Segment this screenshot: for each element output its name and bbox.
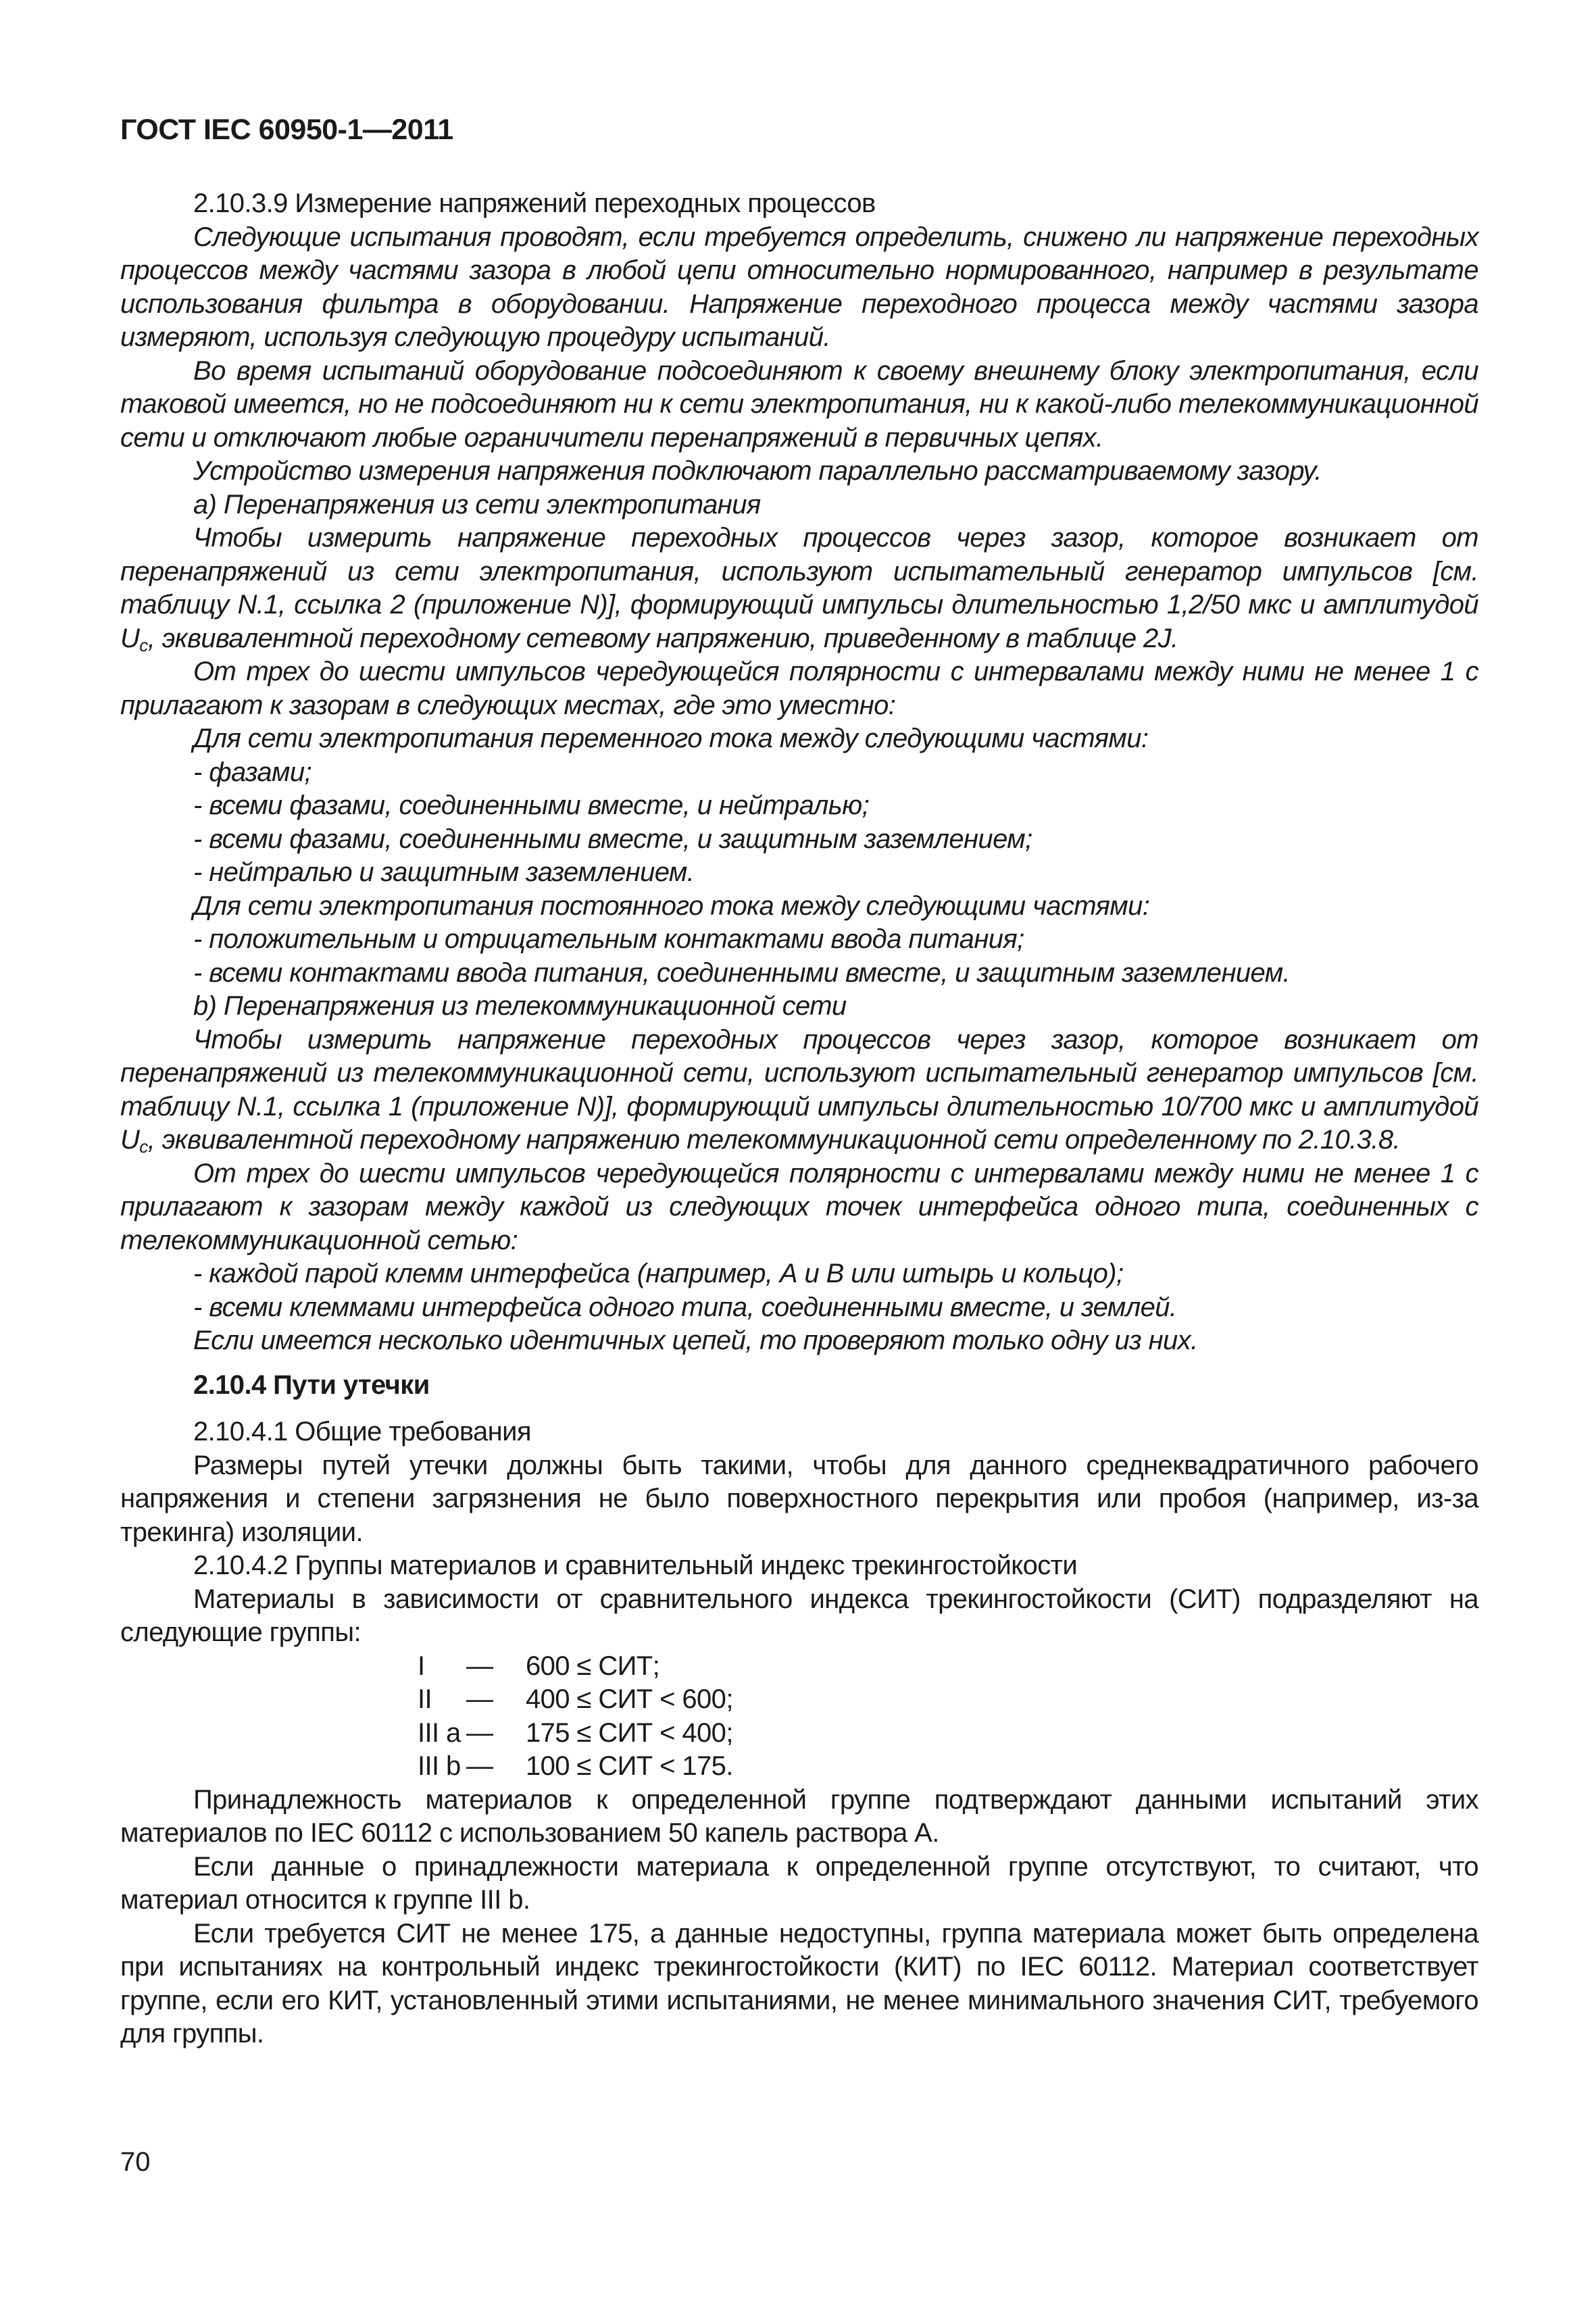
list-item: - каждой парой клемм интерфейса (например, А и В или штырь и кольцо); (193, 1259, 1124, 1288)
list-item: - положительным и отрицательным контактами ввода питания; (193, 924, 1024, 954)
subscript: c (139, 634, 148, 655)
paragraph: Размеры путей утечки должны быть такими, чтобы для данного среднеквадратичного рабочего напряжения и степени загрязнения не было поверхностного перекрытия или пробоя (например, из-за трекинга) изоляции. (120, 1450, 1478, 1547)
paragraph: От трех до шести импульсов чередующейся полярности с интервалами между ними не менее 1 с прилагают к зазорам между каждой из следующих точек интерфейса одного типа, соединенных с телекоммуникационной сетью: (120, 1158, 1478, 1255)
section-heading: 2.10.4 Пути утечки (193, 1369, 430, 1400)
paragraph-text: , эквивалентной переходному напряжению телекоммуникационной сети определенному по 2.10.3.8. (147, 1125, 1400, 1155)
paragraph: Принадлежность материалов к определенной группе подтверждают данными испытаний этих материалов по IEC 60112 с использованием 50 капель раствора А. (120, 1784, 1478, 1848)
cti-dash: — (466, 1751, 493, 1781)
paragraph-text: Чтобы измерить напряжение переходных процессов через зазор, которое возникает от перенапряжений из сети электропитания, используют испытательный генератор импульсов [см. таблицу N.1, ссылка 2 (приложение N)], формирующий импульсы длительностью 1,2/50 мкс и амплитудой U (120, 523, 1478, 653)
document-page (120, 114, 1478, 2051)
cti-group-row (418, 1750, 1478, 1784)
cti-range: 400 ≤ СИТ < 600; (526, 1684, 733, 1714)
cti-group-label: III a (418, 1717, 461, 1748)
cti-group-label: III b (418, 1751, 461, 1781)
subscript: c (139, 1136, 148, 1157)
cti-dash: — (466, 1717, 493, 1748)
list-item: - всеми клеммами интерфейса одного типа, соединенными вместе, и землей. (193, 1292, 1177, 1322)
paragraph: Устройство измерения напряжения подключают параллельно рассматриваемому зазору. (193, 456, 1322, 486)
cti-dash: — (466, 1651, 493, 1681)
paragraph: Материалы в зависимости от сравнительного индекса трекингостойкости (СИТ) подразделяют на следующие группы: (120, 1584, 1478, 1647)
paragraph: Для сети электропитания постоянного тока между следующими частями: (193, 890, 1150, 921)
list-item: - фазами; (193, 757, 311, 787)
document-header: ГОСТ IEC 60950-1—2011 (120, 114, 453, 146)
paragraph-text: , эквивалентной переходному сетевому напряжению, приведенному в таблице 2J. (147, 623, 1178, 653)
paragraph: Следующие испытания проводят, если требуется определить, снижено ли напряжение переходных процессов между частями зазора в любой цепи относительно нормированного, например в результате использования фильтра в оборудовании. Напряжение переходного процесса между частями зазора измеряют, используя следующую процедуру испытаний. (120, 222, 1478, 352)
list-item: - всеми фазами, соединенными вместе, и нейтралью; (193, 790, 870, 820)
list-item: - всеми контактами ввода питания, соединенными вместе, и защитным заземлением. (193, 957, 1291, 988)
paragraph: Если данные о принадлежности материала к определенной группе отсутствуют, то считают, что материал относится к группе III b. (120, 1851, 1478, 1915)
paragraph (120, 1024, 1478, 1157)
cti-range: 175 ≤ СИТ < 400; (526, 1717, 733, 1748)
cti-group-label: II (418, 1684, 432, 1714)
list-item: - всеми фазами, соединенными вместе, и защитным заземлением; (193, 824, 1032, 854)
cti-group-row (418, 1650, 1478, 1684)
clause-title: 2.10.3.9 Измерение напряжений переходных процессов (193, 188, 876, 218)
cti-group-list (418, 1650, 1478, 1784)
cti-group-label: I (418, 1651, 425, 1681)
paragraph: Для сети электропитания переменного тока между следующими частями: (193, 724, 1149, 753)
clause-title: 2.10.4.1 Общие требования (193, 1417, 531, 1447)
paragraph: Во время испытаний оборудование подсоединяют к своему внешнему блоку электропитания, если таковой имеется, но не подсоединяют ни к сети электропитания, ни к какой-либо телекоммуникационной сети и отключают любые ограничители перенапряжений в первичных цепях. (120, 355, 1478, 453)
cti-group-row (418, 1683, 1478, 1717)
cti-dash: — (466, 1684, 493, 1714)
subsection-title: b) Перенапряжения из телекоммуникационной сети (193, 991, 847, 1021)
cti-range: 600 ≤ СИТ; (526, 1651, 660, 1681)
cti-group-row (418, 1717, 1478, 1751)
list-item: - нейтралью и защитным заземлением. (193, 857, 695, 887)
document-body (120, 187, 1478, 2051)
page-number: 70 (120, 2147, 151, 2177)
cti-range: 100 ≤ СИТ < 175. (526, 1751, 733, 1781)
paragraph: Если требуется СИТ не менее 175, а данные недоступны, группа материала может быть определена при испытаниях на контрольный индекс трекингостойкости (КИТ) по IEC 60112. Материал соответствует группе, если его КИТ, установленный этими испытаниями, не менее минимального значения СИТ, требуемого для группы. (120, 1918, 1478, 2048)
clause-title: 2.10.4.2 Группы материалов и сравнительный индекс трекингостойкости (193, 1551, 1078, 1580)
paragraph-text: Чтобы измерить напряжение переходных процессов через зазор, которое возникает от перенапряжений из телекоммуникационной сети, используют испытательный генератор импульсов [см. таблицу N.1, ссылка 1 (приложение N)], формирующий импульсы длительностью 10/700 мкс и амплитудой U (120, 1024, 1478, 1155)
paragraph: Если имеется несколько идентичных цепей, то проверяют только одну из них. (193, 1326, 1198, 1355)
paragraph (120, 522, 1478, 655)
paragraph: От трех до шести импульсов чередующейся полярности с интервалами между ними не менее 1 с прилагают к зазорам в следующих местах, где это уместно: (120, 657, 1478, 720)
subsection-title: a) Перенапряжения из сети электропитания (193, 489, 761, 520)
